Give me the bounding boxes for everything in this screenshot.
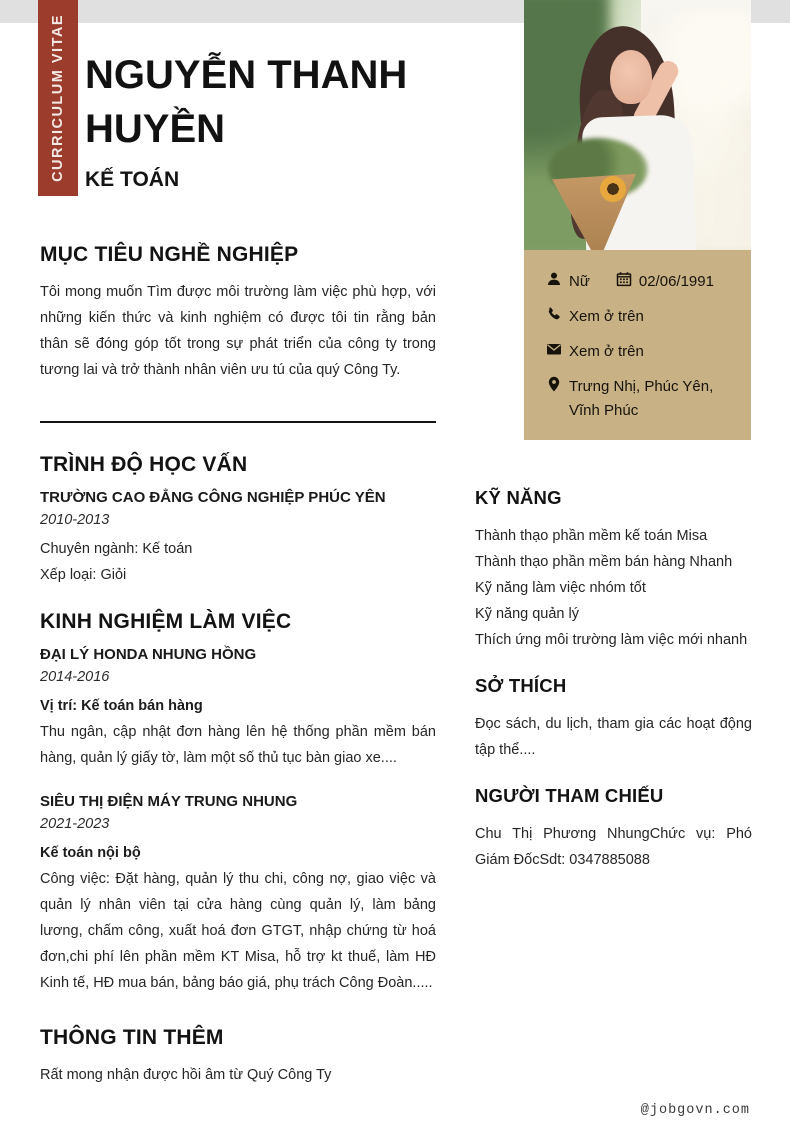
education-grade: Xếp loại: Giỏi: [40, 567, 127, 583]
photo-face: [610, 50, 652, 104]
experience-job: [40, 793, 436, 996]
job-description: Công việc: Đặt hàng, quản lý thu chi, công nợ, giao việc và quản lý nhân viên tại cửa hàng cùng quản lý, làm bảng lương, chấm công, xuất hoá đơn GTGT, nhập chứng từ hoá đơn,chi phí lên phần mềm KT Misa, hỗ trợ kt thuế, làm HĐ Kinh tế, HĐ mua bán, bảng báo giá, phụ trách Công Đoàn.....: [40, 871, 436, 991]
site-watermark: @jobgovn.com: [640, 1103, 750, 1118]
address-value: Trưng Nhị, Phúc Yên, Vĩnh Phúc: [569, 378, 714, 419]
experience-heading: KINH NGHIỆM LÀM VIỆC: [40, 610, 292, 633]
info-row-email: [546, 340, 737, 364]
phone-icon: [546, 306, 562, 322]
skills-heading: KỸ NĂNG: [475, 487, 562, 508]
dob-pair: [616, 270, 714, 294]
education-period: 2010-2013: [40, 512, 110, 528]
candidate-job-title: KẾ TOÁN: [85, 168, 180, 191]
info-row-gender-dob: [546, 270, 737, 294]
section-divider: [40, 421, 436, 423]
info-row-address: [546, 375, 737, 423]
skill-item: Thành thạo phần mềm kế toán Misa: [475, 528, 708, 544]
job-company: ĐẠI LÝ HONDA NHUNG HỒNG: [40, 646, 257, 663]
calendar-icon: [616, 271, 632, 287]
education-school: TRƯỜNG CAO ĐẲNG CÔNG NGHIỆP PHÚC YÊN: [40, 489, 386, 506]
email-value: Xem ở trên: [569, 343, 644, 360]
reference-heading: NGƯỜI THAM CHIẾU: [475, 785, 664, 806]
cv-ribbon: [38, 0, 78, 196]
job-position: Kế toán nội bộ: [40, 845, 141, 861]
email-icon: [546, 341, 562, 357]
gender-pair: [546, 270, 590, 294]
hobbies-heading: SỞ THÍCH: [475, 675, 567, 696]
info-row-phone: [546, 305, 737, 329]
header: [85, 48, 515, 192]
additional-info-heading: THÔNG TIN THÊM: [40, 1026, 224, 1049]
ribbon-label: CURRICULUM VITAE: [50, 14, 66, 182]
additional-info-text: Rất mong nhận được hồi âm từ Quý Công Ty: [40, 1067, 332, 1083]
objective-heading: MỤC TIÊU NGHỀ NGHIỆP: [40, 243, 299, 266]
dob-value: 02/06/1991: [638, 273, 714, 290]
hobbies-text: Đọc sách, du lịch, tham gia các hoạt động tập thể....: [475, 716, 752, 758]
job-description: Thu ngân, cập nhật đơn hàng lên hệ thống phần mềm bán hàng, quản lý giấy tờ, làm một số thủ tục bàn giao xe....: [40, 724, 436, 766]
job-period: 2021-2023: [40, 816, 110, 832]
personal-info-box: [524, 250, 751, 440]
gender-value: Nữ: [569, 273, 590, 290]
objective-text: Tôi mong muốn Tìm được môi trường làm việc phù hợp, với những kiến thức và kinh nghiệm có được tôi tin rằng bản thân sẽ đóng góp tốt trong sự phát triển của công ty trong tương lai và trở thành nhân viên ưu tú của quý Công Ty.: [40, 284, 436, 378]
location-pin-icon: [546, 376, 562, 392]
education-major: Chuyên ngành: Kế toán: [40, 541, 193, 557]
skill-item: Kỹ năng quản lý: [475, 606, 579, 622]
experience-job: [40, 646, 436, 771]
job-period: 2014-2016: [40, 669, 110, 685]
job-position: Vị trí: Kế toán bán hàng: [40, 698, 203, 714]
skill-item: Kỹ năng làm việc nhóm tốt: [475, 580, 646, 596]
reference-text: Chu Thị Phương NhungChức vụ: Phó Giám ĐốcSdt: 0347885088: [475, 826, 752, 868]
skill-item: Thành thạo phần mềm bán hàng Nhanh: [475, 554, 733, 570]
left-column: [40, 243, 436, 1088]
right-column: [475, 487, 752, 873]
job-company: SIÊU THỊ ĐIỆN MÁY TRUNG NHUNG: [40, 793, 298, 810]
person-icon: [546, 271, 562, 287]
photo-sunflower: [600, 176, 626, 202]
profile-photo: [524, 0, 751, 250]
education-heading: TRÌNH ĐỘ HỌC VẤN: [40, 453, 248, 476]
skill-item: Thích ứng môi trường làm việc mới nhanh: [475, 632, 748, 648]
candidate-name: NGUYỄN THANH HUYỀN: [85, 53, 408, 151]
phone-value: Xem ở trên: [569, 308, 644, 325]
